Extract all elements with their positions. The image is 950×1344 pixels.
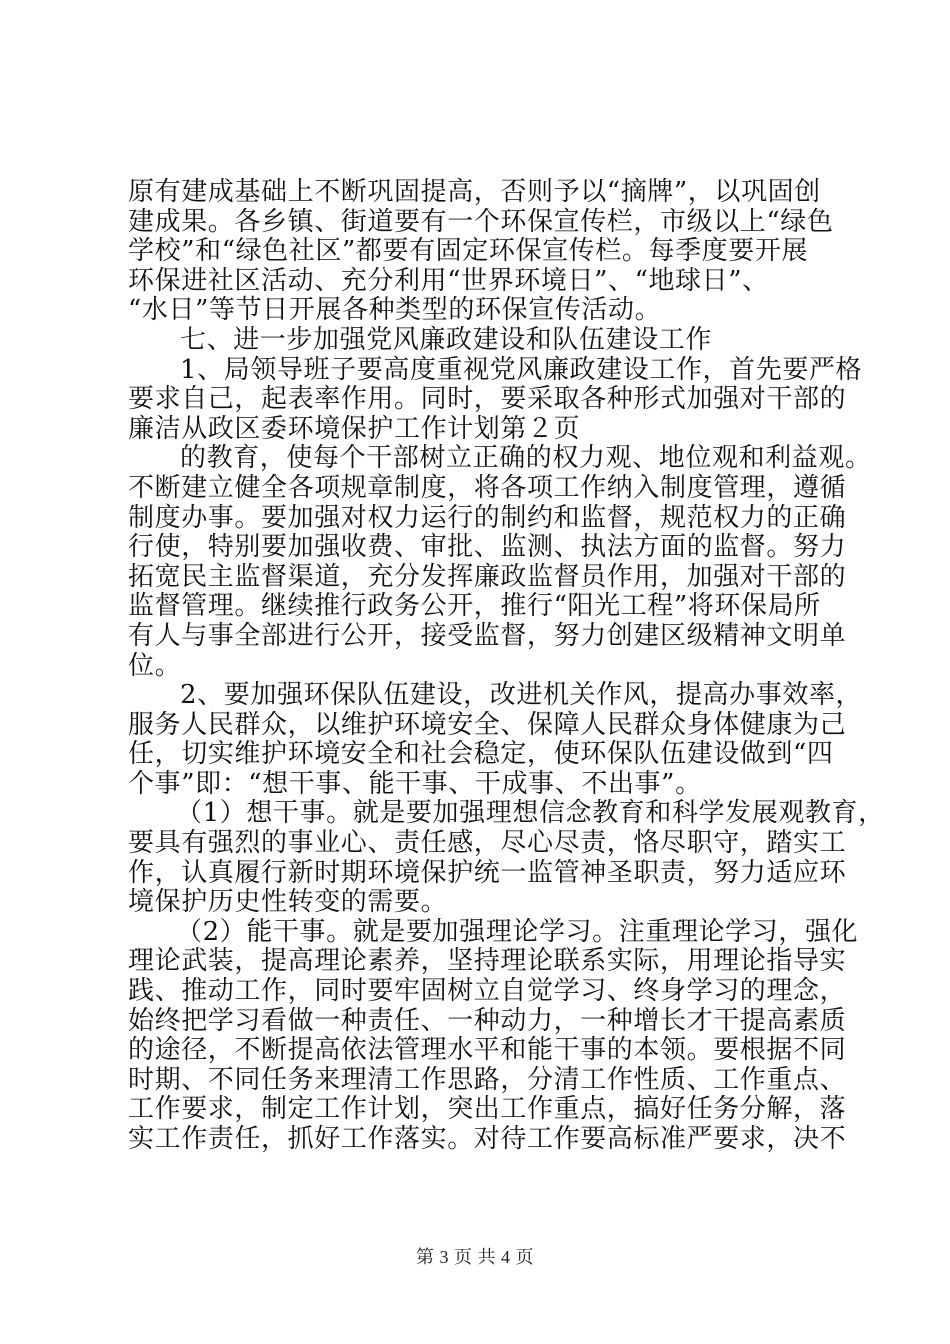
- text-line: 作，认真履行新时期环境保护统一监管神圣职责，努力适应环: [128, 857, 847, 888]
- text-line: 廉洁从政区委环境保护工作计划第２页: [128, 413, 581, 444]
- text-line: 环保进社区活动、充分利用“世界环境日”、“地球日”、: [128, 265, 769, 296]
- text-line: 境保护历史性转变的需要。: [128, 887, 448, 918]
- text-line: 工作要求，制定工作计划，突出工作重点，搞好任务分解，落: [128, 1094, 847, 1125]
- text-line: 学校”和“绿色社区”都要有固定环保宣传栏。每季度要开展: [128, 236, 809, 267]
- text-line: 要具有强烈的事业心、责任感，尽心尽责，恪尽职守，踏实工: [128, 828, 847, 859]
- text-line: 要求自己，起表率作用。同时，要采取各种形式加强对干部的: [128, 384, 847, 415]
- text-line: 建成果。各乡镇、街道要有一个环保宣传栏，市级以上“绿色: [128, 206, 834, 237]
- text-line: 位。: [128, 650, 182, 681]
- text-line: “水日”等节日开展各种类型的环保宣传活动。: [128, 295, 662, 326]
- text-line: 行使，特别要加强收费、审批、监测、执法方面的监督。努力: [128, 532, 847, 563]
- section-heading: 七、进一步加强党风廉政建设和队伍建设工作: [180, 324, 713, 355]
- text-line: 的途径，不断提高依法管理水平和能干事的本领。要根据不同: [128, 1035, 847, 1066]
- text-line: 原有建成基础上不断巩固提高，否则予以“摘牌”，以巩固创: [128, 177, 821, 207]
- page-footer: 第 3 页 共 4 页: [416, 1247, 534, 1267]
- text-line: 实工作责任，抓好工作落实。对待工作要高标准严要求，决不: [128, 1124, 847, 1154]
- text-line: 不断建立健全各项规章制度，将各项工作纳入制度管理，遵循: [128, 472, 847, 503]
- text-line: 理论武装，提高理论素养，坚持理论联系实际，用理论指导实: [128, 946, 847, 977]
- text-line: 服务人民群众，以维护环境安全、保障人民群众身体健康为己: [128, 709, 847, 740]
- text-line: （1）想干事。就是要加强理想信念教育和科学发展观教育，: [176, 798, 885, 829]
- text-line: （2）能干事。就是要加强理论学习。注重理论学习，强化: [176, 916, 859, 947]
- body-text: [128, 177, 885, 1155]
- text-line: 始终把学习看做一种责任、一种动力，一种增长才干提高素质: [128, 1005, 847, 1036]
- text-line: 的教育，使每个干部树立正确的权力观、地位观和利益观。: [180, 443, 872, 474]
- text-line: 制度办事。要加强对权力运行的制约和监督，规范权力的正确: [128, 502, 847, 533]
- text-line: 任，切实维护环境安全和社会稳定，使环保队伍建设做到“四: [128, 739, 834, 770]
- text-line: 践、推动工作，同时要牢固树立自觉学习、终身学习的理念，: [128, 976, 847, 1007]
- text-line: 1、局领导班子要高度重视党风廉政建设工作，首先要严格: [180, 354, 863, 385]
- text-line: 2、要加强环保队伍建设，改进机关作风，提高办事效率，: [180, 680, 863, 711]
- text-line: 有人与事全部进行公开，接受监督，努力创建区级精神文明单: [128, 620, 847, 651]
- text-line: 监督管理。继续推行政务公开，推行“阳光工程”将环保局所: [128, 591, 821, 622]
- text-line: 个事”即：“想干事、能干事、干成事、不出事”。: [128, 768, 702, 799]
- text-line: 时期、不同任务来理清工作思路，分清工作性质、工作重点、: [128, 1064, 847, 1095]
- text-line: 拓宽民主监督渠道，充分发挥廉政监督员作用，加强对干部的: [128, 561, 847, 592]
